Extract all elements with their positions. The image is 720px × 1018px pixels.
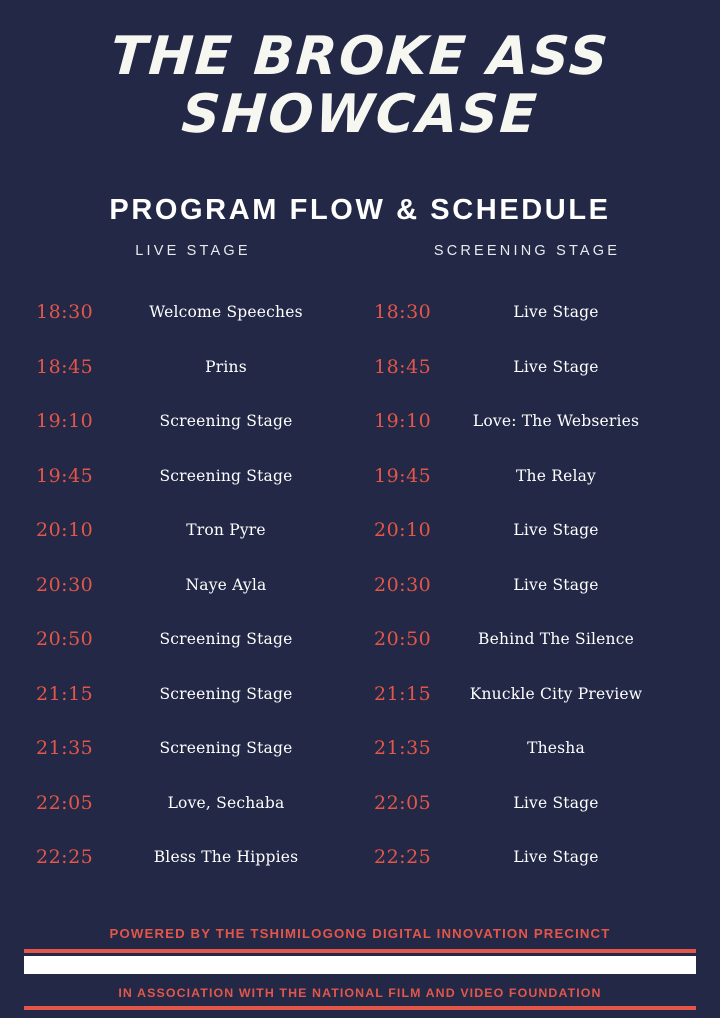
screening-stage-cell [360, 846, 694, 868]
time-label: 19:10 [36, 410, 94, 433]
screening-stage-cell [360, 301, 694, 323]
entry-label: Prins [205, 357, 247, 376]
live-stage-cell [26, 301, 360, 323]
time-label: 22:25 [36, 846, 94, 869]
entry-label: Behind The Silence [478, 630, 634, 649]
time-label: 20:50 [36, 628, 94, 651]
entry-label: The Relay [515, 466, 597, 485]
time-label: 18:45 [36, 355, 94, 378]
footer-divider-bottom [24, 1006, 696, 1010]
entry-label: Live Stage [513, 848, 599, 867]
time-label: 20:10 [36, 519, 94, 542]
table-row [26, 285, 694, 340]
screening-stage-cell [360, 683, 694, 705]
screening-stage-cell [360, 410, 694, 432]
time-label: 19:45 [374, 464, 432, 487]
live-stage-cell [26, 410, 360, 432]
table-row [26, 503, 694, 558]
entry-label: Live Stage [513, 357, 599, 376]
screening-stage-cell [360, 628, 694, 650]
table-row [26, 340, 694, 395]
section-heading: PROGRAM FLOW & SCHEDULE [109, 194, 611, 227]
schedule-table [0, 285, 720, 885]
screening-stage-cell [360, 737, 694, 759]
entry-label: Naye Ayla [185, 575, 267, 594]
table-row [26, 612, 694, 667]
live-stage-cell [26, 465, 360, 487]
time-label: 18:45 [374, 355, 432, 378]
time-label: 18:30 [374, 301, 432, 324]
entry-label: Love: The Webseries [472, 412, 640, 431]
live-stage-cell [26, 574, 360, 596]
title-block [0, 0, 720, 146]
footer-white-bar [24, 956, 696, 974]
entry-label: Thesha [527, 739, 585, 758]
time-label: 19:10 [374, 410, 432, 433]
time-label: 21:35 [374, 737, 432, 760]
time-label: 21:15 [36, 682, 94, 705]
table-row [26, 721, 694, 776]
entry-label: Knuckle City Preview [469, 684, 643, 703]
time-label: 19:45 [36, 464, 94, 487]
live-stage-cell [26, 846, 360, 868]
entry-label: Live Stage [513, 303, 599, 322]
entry-label: Screening Stage [159, 412, 293, 431]
powered-by-text: POWERED BY THE TSHIMILOGONG DIGITAL INNOVATION PRECINCT [109, 926, 611, 941]
table-row [26, 394, 694, 449]
screening-stage-cell [360, 574, 694, 596]
association-text: IN ASSOCIATION WITH THE NATIONAL FILM AND VIDEO FOUNDATION [118, 986, 602, 1000]
screening-stage-cell [360, 465, 694, 487]
time-label: 20:30 [36, 573, 94, 596]
entry-label: Love, Sechaba [167, 793, 285, 812]
table-row [26, 776, 694, 831]
live-stage-cell [26, 519, 360, 541]
column-header-live-stage: LIVE STAGE [135, 243, 251, 260]
live-stage-cell [26, 628, 360, 650]
entry-label: Live Stage [513, 521, 599, 540]
footer-divider-top [24, 949, 696, 953]
screening-stage-cell [360, 356, 694, 378]
live-stage-cell [26, 792, 360, 814]
screening-stage-cell [360, 519, 694, 541]
time-label: 22:25 [374, 846, 432, 869]
footer [0, 926, 720, 1018]
table-row [26, 667, 694, 722]
time-label: 21:35 [36, 737, 94, 760]
table-row [26, 558, 694, 613]
time-label: 22:05 [374, 791, 432, 814]
time-label: 20:50 [374, 628, 432, 651]
entry-label: Live Stage [513, 575, 599, 594]
time-label: 21:15 [374, 682, 432, 705]
time-label: 20:10 [374, 519, 432, 542]
entry-label: Screening Stage [159, 684, 293, 703]
entry-label: Screening Stage [159, 630, 293, 649]
entry-label: Screening Stage [159, 466, 293, 485]
entry-label: Live Stage [513, 793, 599, 812]
live-stage-cell [26, 683, 360, 705]
live-stage-cell [26, 737, 360, 759]
entry-label: Tron Pyre [186, 521, 266, 540]
live-stage-cell [26, 356, 360, 378]
screening-stage-cell [360, 792, 694, 814]
column-headers [0, 243, 720, 259]
table-row [26, 830, 694, 885]
poster-title-line-1: THE BROKE ASS [108, 26, 612, 87]
time-label: 22:05 [36, 791, 94, 814]
column-header-screening-stage: SCREENING STAGE [433, 243, 621, 260]
table-row [26, 449, 694, 504]
time-label: 20:30 [374, 573, 432, 596]
entry-label: Screening Stage [159, 739, 293, 758]
time-label: 18:30 [36, 301, 94, 324]
entry-label: Bless The Hippies [153, 848, 299, 867]
poster-title-line-2: SHOWCASE [179, 84, 541, 146]
entry-label: Welcome Speeches [149, 303, 303, 322]
